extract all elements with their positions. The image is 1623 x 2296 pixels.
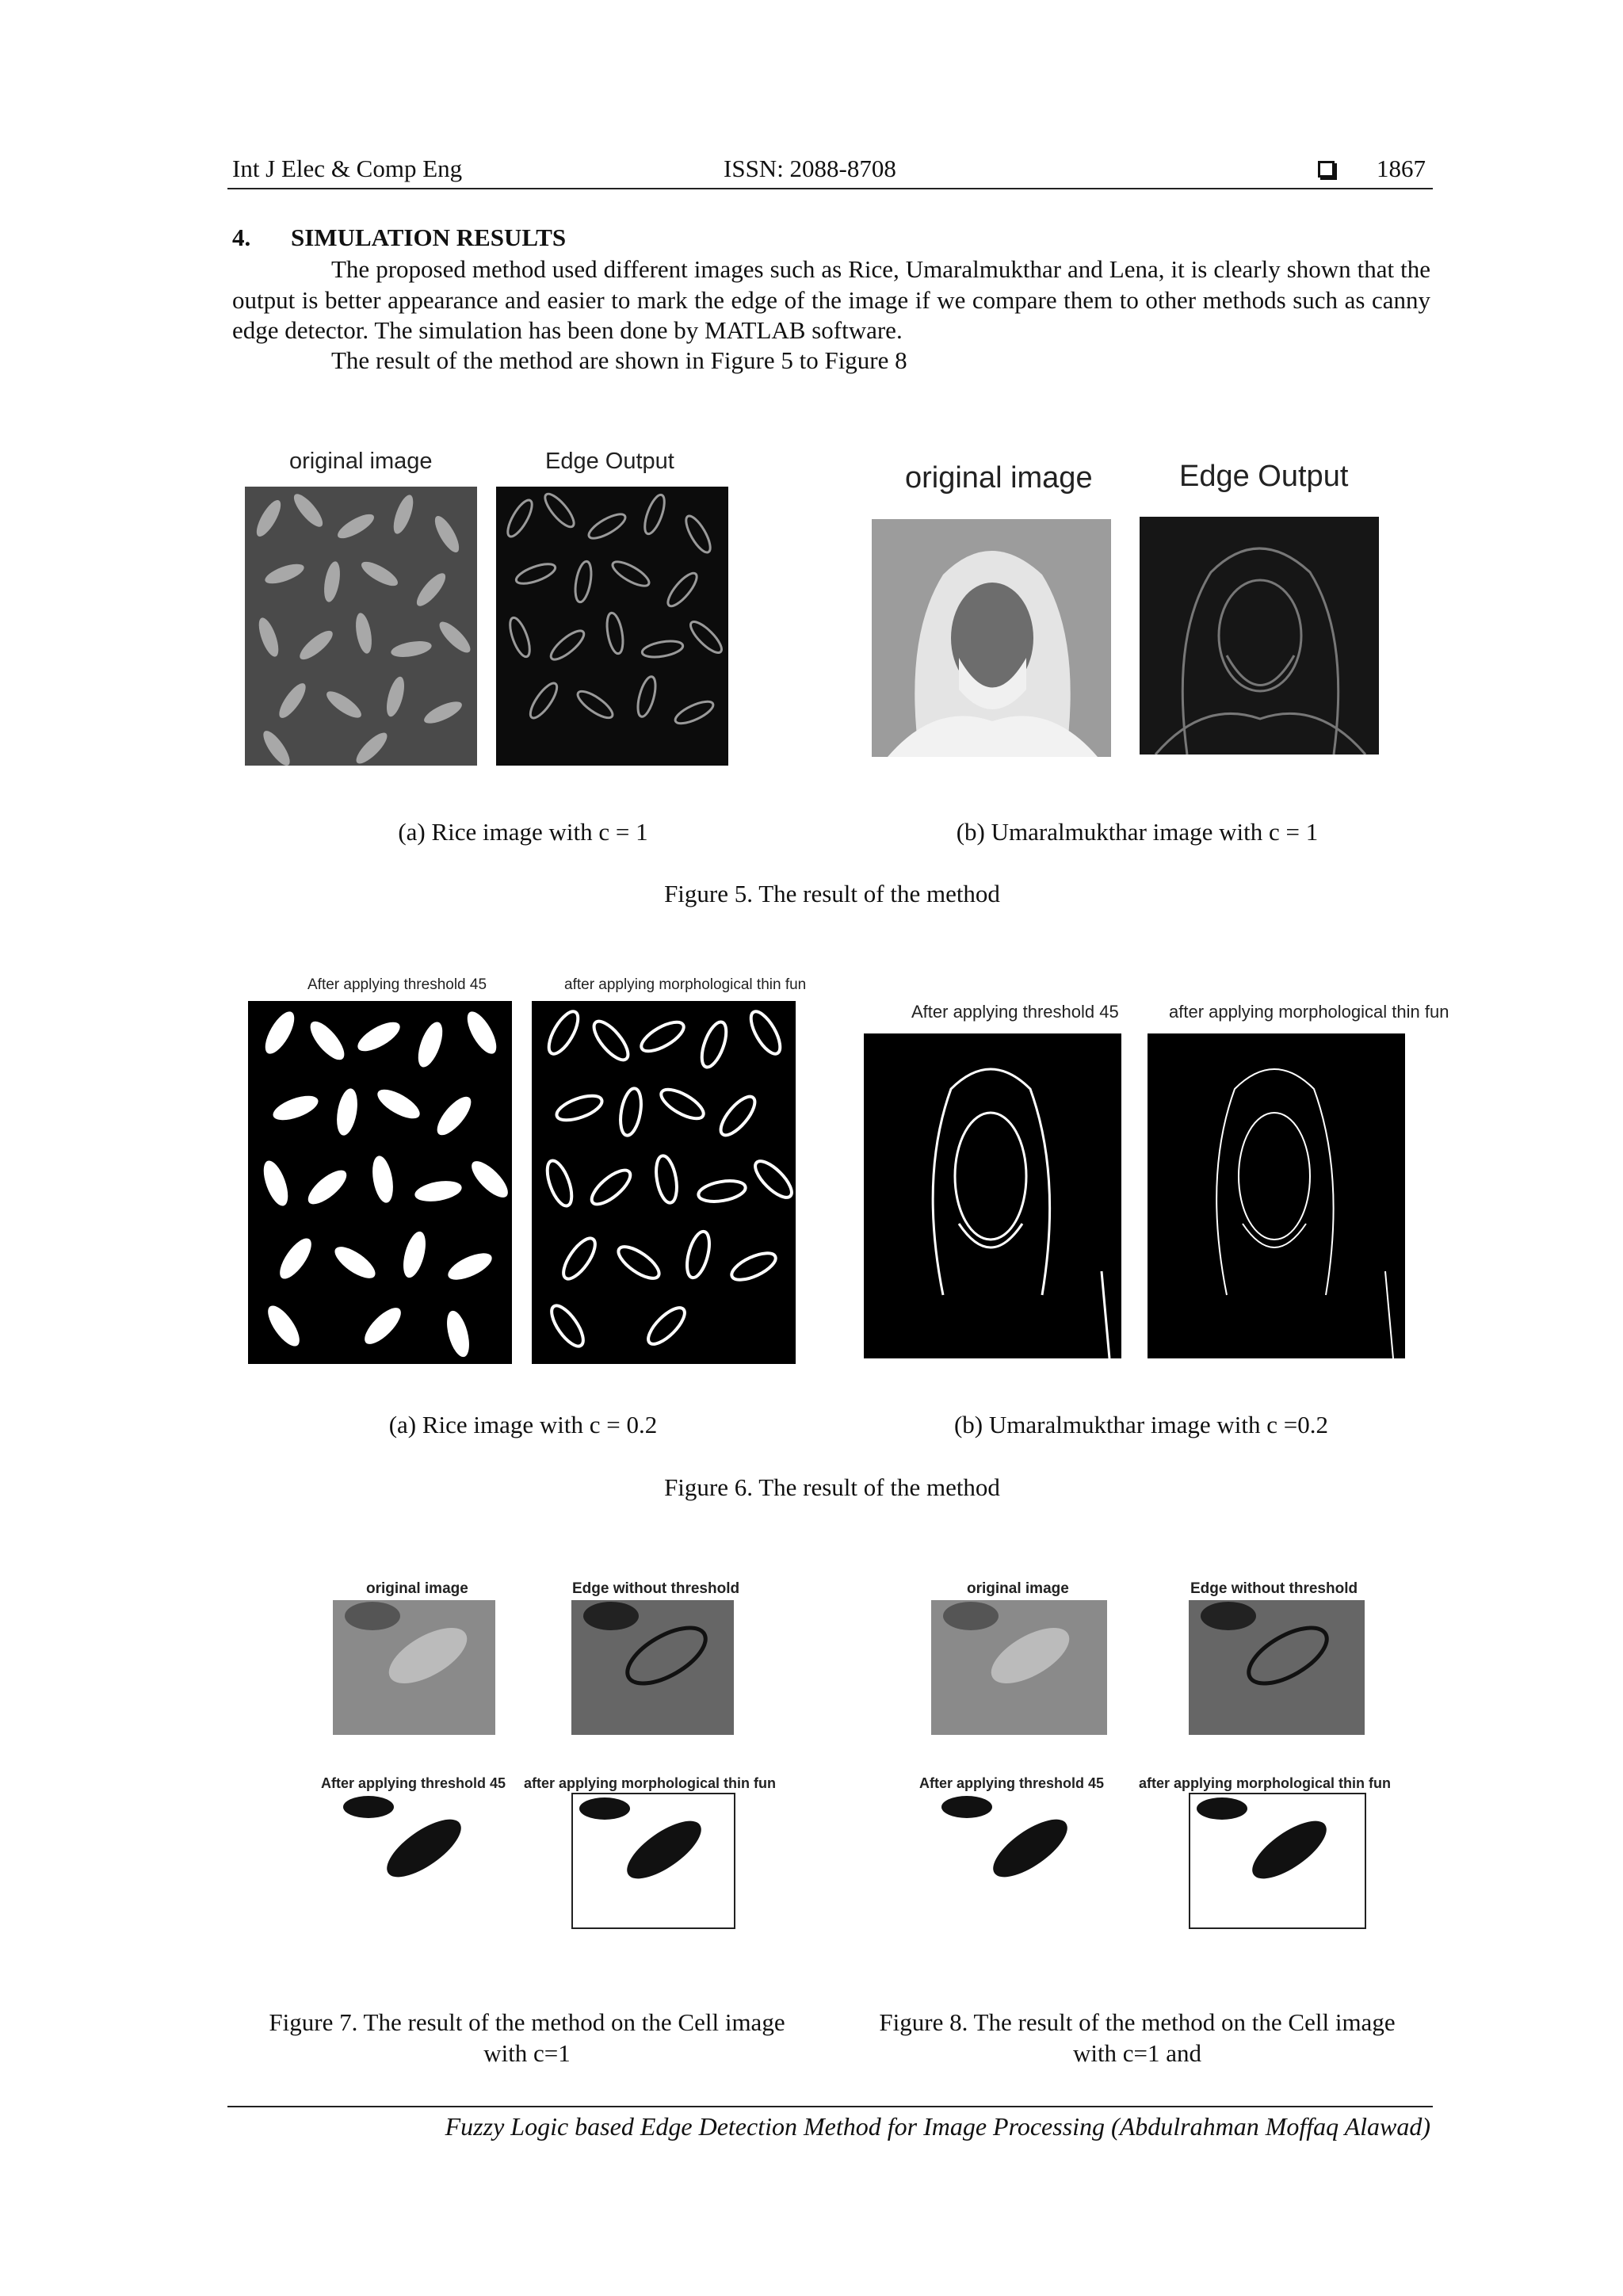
paragraph-2: The result of the method are shown in Figure 5 to Figure 8 <box>331 346 907 374</box>
fig7-cell-edge-image <box>571 1600 734 1735</box>
cell-thin-graphic <box>1190 1794 1365 1927</box>
fig7-cell-threshold-image <box>333 1793 495 1927</box>
header-rule <box>227 188 1433 189</box>
cell-edge-graphic <box>1189 1600 1365 1735</box>
fig5-portrait-original-image <box>872 519 1111 757</box>
rice-grains-graphic <box>245 487 477 766</box>
square-bullet-icon <box>1318 161 1335 178</box>
footer-rule <box>227 2106 1433 2107</box>
fig5-left-title-1: original image <box>289 449 433 474</box>
fig6-subcaption-b: (b) Umaralmukthar image with c =0.2 <box>953 1411 1328 1438</box>
rice-thin-graphic <box>532 1001 796 1364</box>
fig5-portrait-edge-image <box>1140 517 1379 755</box>
fig7-title-thin: after applying morphological thin fun <box>524 1775 776 1791</box>
fig6-portrait-threshold-image <box>864 1033 1121 1358</box>
running-footer: Fuzzy Logic based Edge Detection Method for Image Processing (Abdulrahman Moffaq Alawad) <box>445 2112 1430 2141</box>
fig6-caption: Figure 6. The result of the method <box>664 1473 1000 1501</box>
page-marker <box>1318 155 1335 183</box>
fig6-portrait-thin-image <box>1148 1033 1405 1358</box>
fig5-caption: Figure 5. The result of the method <box>664 880 1000 907</box>
fig5-right-title-1: original image <box>905 461 1093 495</box>
fig5-left-title-2: Edge Output <box>545 449 674 474</box>
fig6-rice-threshold-image <box>248 1001 512 1364</box>
fig7-title-original: original image <box>366 1580 468 1597</box>
fig8-title-thin: after applying morphological thin fun <box>1139 1775 1391 1791</box>
fig7-caption-line-2: with c=1 <box>483 2039 571 2067</box>
fig8-cell-thin-image <box>1189 1793 1366 1929</box>
portrait-graphic <box>872 519 1111 757</box>
section-number: 4. <box>232 223 251 251</box>
fig6-rice-thin-image <box>532 1001 796 1364</box>
cell-edge-graphic <box>571 1600 734 1735</box>
fig8-title-original: original image <box>967 1580 1069 1597</box>
fig8-title-edge: Edge without threshold <box>1190 1580 1358 1597</box>
fig7-title-edge: Edge without threshold <box>572 1580 740 1597</box>
rice-edges-graphic <box>496 487 728 766</box>
fig5-right-title-2: Edge Output <box>1179 460 1349 493</box>
fig8-title-threshold: After applying threshold 45 <box>919 1775 1105 1791</box>
fig6-right-title-1: After applying threshold 45 <box>911 1002 1119 1022</box>
fig5-rice-edge-image <box>496 487 728 766</box>
fig8-caption-line-1: Figure 8. The result of the method on the Cell image <box>879 2008 1396 2036</box>
fig8-cell-threshold-image <box>931 1793 1107 1927</box>
fig6-subcaption-a: (a) Rice image with c = 0.2 <box>388 1411 658 1438</box>
fig7-cell-original-image <box>333 1600 495 1735</box>
fig5-rice-original-image <box>245 487 477 766</box>
paragraph-1: The proposed method used different images such as Rice, Umaralmukthar and Lena, it is clearly shown that the output is better appearance and easier to mark the edge of the image if we compare them to other methods such as canny edge detector. The simulation has been done by MATLAB software. <box>232 255 1430 344</box>
fig7-caption-line-1: Figure 7. The result of the method on the Cell image <box>269 2008 785 2036</box>
portrait-threshold-graphic <box>864 1033 1121 1358</box>
fig7-cell-thin-image <box>571 1793 735 1929</box>
fig8-cell-original-image <box>931 1600 1107 1735</box>
issn: ISSN: 2088-8708 <box>724 155 896 182</box>
page-number: 1867 <box>1377 155 1426 182</box>
cell-thin-graphic <box>573 1794 734 1927</box>
portrait-edges-graphic <box>1140 517 1379 755</box>
cell-original-graphic <box>931 1600 1107 1735</box>
section-heading <box>232 223 566 252</box>
fig5-subcaption-b: (b) Umaralmukthar image with c = 1 <box>956 818 1319 846</box>
fig8-cell-edge-image <box>1189 1600 1365 1735</box>
journal-name: Int J Elec & Comp Eng <box>232 155 463 182</box>
portrait-thin-graphic <box>1148 1033 1405 1358</box>
fig6-left-title-2: after applying morphological thin fun <box>564 976 807 993</box>
cell-threshold-graphic <box>931 1793 1107 1927</box>
fig6-right-title-2: after applying morphological thin fun <box>1169 1002 1449 1022</box>
fig5-subcaption-a: (a) Rice image with c = 1 <box>398 818 648 846</box>
fig7-title-threshold: After applying threshold 45 <box>321 1775 506 1791</box>
fig6-left-title-1: After applying threshold 45 <box>307 976 487 993</box>
cell-threshold-graphic <box>333 1793 495 1927</box>
cell-original-graphic <box>333 1600 495 1735</box>
fig8-caption-line-2: with c=1 and <box>1072 2039 1202 2067</box>
section-title: SIMULATION RESULTS <box>291 223 567 251</box>
rice-threshold-graphic <box>248 1001 512 1364</box>
